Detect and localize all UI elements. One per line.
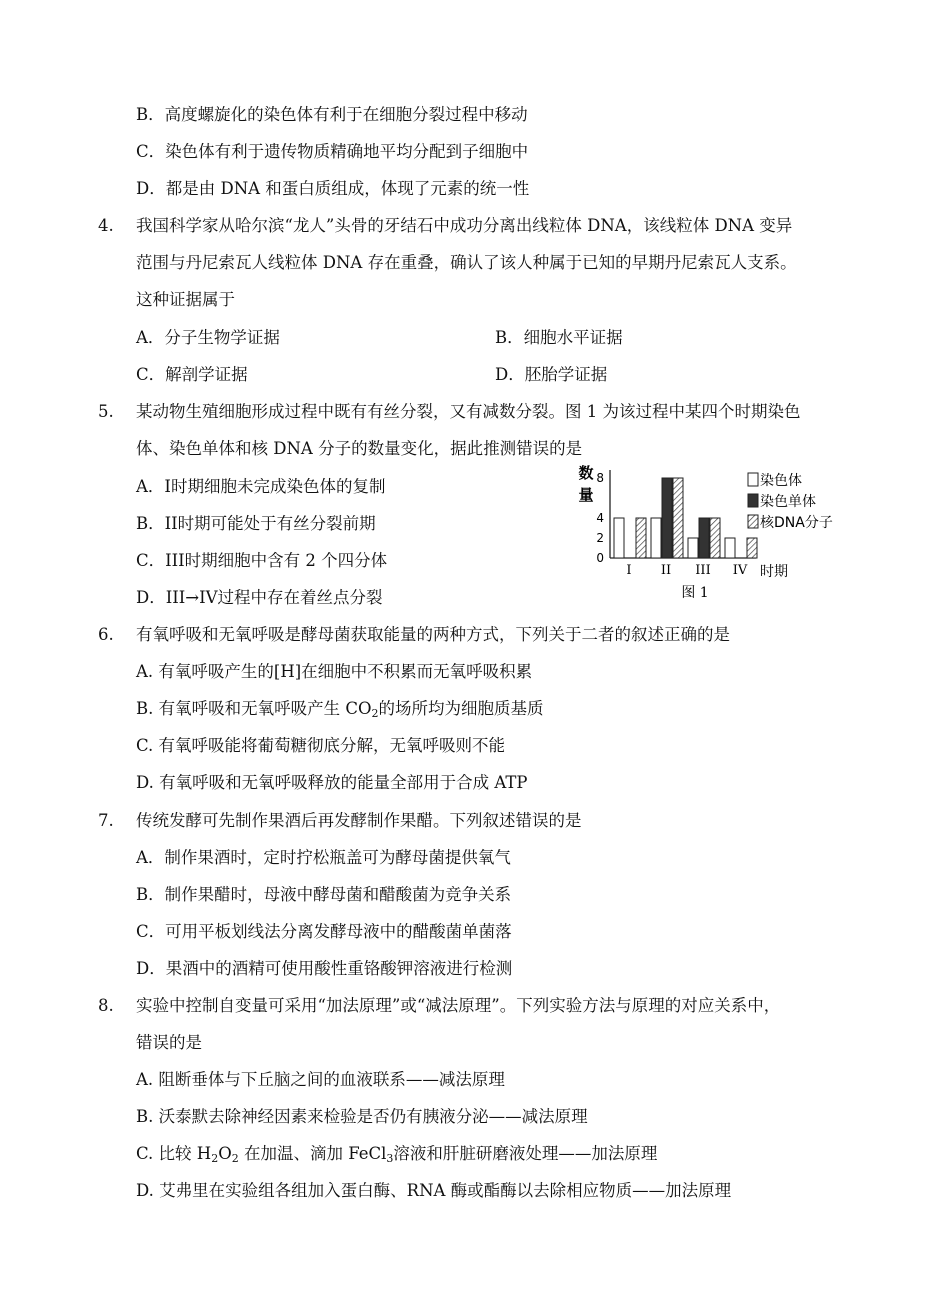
bar-2-III — [699, 518, 709, 558]
x-tick-label: IV — [732, 563, 748, 578]
q6-option-b: B. 有氧呼吸和无氧呼吸产生 $CO_2$的场所均为细胞质基质 — [136, 699, 544, 720]
y-tick-label: 0 — [596, 551, 604, 565]
q4-option-a: A．分子生物学证据 — [136, 328, 280, 347]
q7-stem: 传统发酵可先制作果酒后再发酵制作果醋。下列叙述错误的是 — [136, 811, 582, 830]
y-tick-label: 8 — [596, 471, 604, 485]
q7-option-c: C．可用平板划线法分离发酵母液中的醋酸菌单菌落 — [136, 922, 512, 941]
q4-stem-line-3: 这种证据属于 — [136, 290, 235, 309]
bar-1-II — [651, 518, 661, 558]
q4-stem-line-2: 范围与丹尼索瓦人线粒体 DNA 存在重叠，确认了该人种属于已知的早期丹尼索瓦人支系。 — [136, 253, 797, 272]
bar-3-I — [636, 518, 646, 558]
legend-label-1: 染色体 — [760, 473, 802, 489]
q5-option-d: D．III→IV过程中存在着丝点分裂 — [136, 588, 383, 607]
x-tick-label: II — [660, 563, 672, 578]
bar-1-III — [688, 538, 698, 558]
q8-option-d: D. 艾弗里在实验组各组加入蛋白酶、RNA 酶或酯酶以去除相应物质——加法原理 — [136, 1181, 732, 1200]
q4-option-d: D．胚胎学证据 — [495, 365, 608, 384]
bar-3-III — [710, 518, 720, 558]
legend-label-3: 核DNA分子 — [760, 515, 833, 531]
bar-2-II — [662, 478, 672, 558]
q8-stem-line-1: 实验中控制自变量可采用“加法原理”或“减法原理”。下列实验方法与原理的对应关系中， — [136, 996, 781, 1015]
q6-option-a: A. 有氧呼吸产生的[H]在细胞中不积累而无氧呼吸积累 — [136, 662, 533, 681]
legend-swatch-3 — [748, 515, 758, 528]
q5-option-b: B．II时期可能处于有丝分裂前期 — [136, 514, 376, 533]
figure-caption: 图 1 — [681, 585, 709, 601]
y-tick-label: 4 — [596, 511, 604, 525]
q5-option-c: C．III时期细胞中含有 2 个四分体 — [136, 551, 388, 570]
legend-swatch-2 — [748, 494, 758, 507]
bar-3-IV — [747, 538, 757, 558]
q7-option-a: A．制作果酒时，定时拧松瓶盖可为酵母菌提供氧气 — [136, 848, 511, 867]
q8-option-b: B. 沃泰默去除神经因素来检验是否仍有胰液分泌——减法原理 — [136, 1107, 588, 1126]
q8-number: 8. — [98, 996, 114, 1015]
q3-option-b: B．高度螺旋化的染色体有利于在细胞分裂过程中移动 — [136, 105, 528, 124]
bar-1-IV — [725, 538, 735, 558]
bar-3-II — [673, 478, 683, 558]
y-axis-label-char-1: 数 — [578, 464, 594, 482]
q5-option-a: A．I时期细胞未完成染色体的复制 — [136, 477, 386, 496]
q6-number: 6. — [98, 625, 114, 644]
legend-swatch-1 — [748, 473, 758, 486]
legend-label-2: 染色单体 — [760, 494, 816, 510]
y-axis-label-char-2: 量 — [578, 486, 594, 504]
q3-option-c: C．染色体有利于遗传物质精确地平均分配到子细胞中 — [136, 142, 529, 161]
x-axis-label: 时期 — [760, 564, 788, 580]
q8-option-c: C. 比较 $H_2O_2$ 在加温、滴加 FeCl$_3$溶液和肝脏研磨液处理——加法原理 — [136, 1144, 658, 1165]
q8-option-a: A. 阻断垂体与下丘脑之间的血液联系——减法原理 — [136, 1070, 505, 1089]
x-tick-label: I — [626, 563, 632, 578]
x-tick-label: III — [695, 563, 711, 578]
q6-option-d: D. 有氧呼吸和无氧呼吸释放的能量全部用于合成 ATP — [136, 773, 528, 792]
q6-option-c: C. 有氧呼吸能将葡萄糖彻底分解，无氧呼吸则不能 — [136, 736, 506, 755]
q4-option-c: C．解剖学证据 — [136, 365, 248, 384]
q7-option-d: D．果酒中的酒精可使用酸性重铬酸钾溶液进行检测 — [136, 959, 513, 978]
q3-option-d: D．都是由 DNA 和蛋白质组成，体现了元素的统一性 — [136, 179, 530, 198]
q5-stem-line-2: 体、染色单体和核 DNA 分子的数量变化，据此推测错误的是 — [136, 439, 583, 458]
q5-stem-line-1: 某动物生殖细胞形成过程中既有有丝分裂，又有减数分裂。图 1 为该过程中某四个时期染色 — [136, 402, 801, 421]
figure-1-bar-chart — [568, 464, 858, 604]
q4-number: 4. — [98, 216, 114, 235]
q7-option-b: B．制作果醋时，母液中酵母菌和醋酸菌为竞争关系 — [136, 885, 512, 904]
q4-option-b: B．细胞水平证据 — [495, 328, 623, 347]
q4-stem-line-1: 我国科学家从哈尔滨“龙人”头骨的牙结石中成功分离出线粒体 DNA，该线粒体 DNA 变异 — [136, 216, 793, 235]
q8-stem-line-2: 错误的是 — [136, 1033, 202, 1052]
q6-stem: 有氧呼吸和无氧呼吸是酵母菌获取能量的两种方式，下列关于二者的叙述正确的是 — [136, 625, 730, 644]
bar-1-I — [614, 518, 624, 558]
y-tick-label: 2 — [596, 531, 604, 545]
q5-number: 5. — [98, 402, 114, 421]
q7-number: 7. — [98, 811, 114, 830]
